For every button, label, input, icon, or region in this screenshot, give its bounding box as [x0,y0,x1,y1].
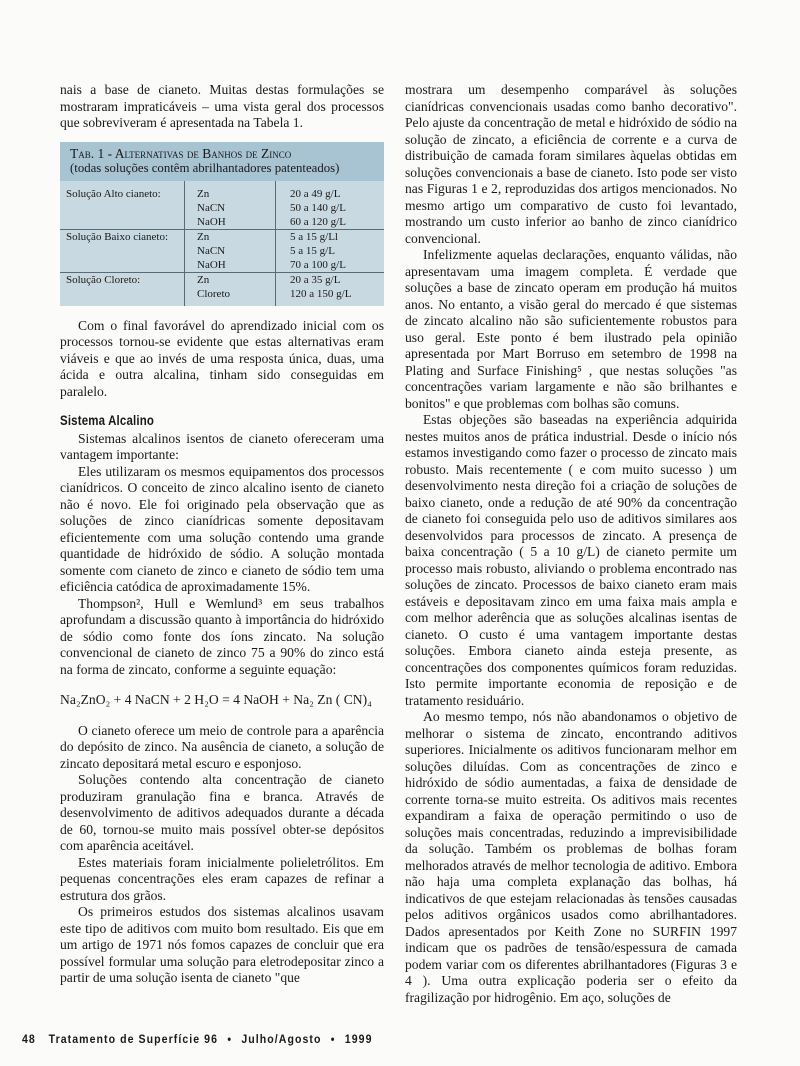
concentration-cell: 5 a 15 g/Ll [276,229,385,244]
concentration-cell: 60 a 120 g/L [290,215,346,228]
right-column [405,82,737,1006]
page-number: 48 [22,1032,36,1046]
component-cell: Zn [185,229,276,244]
concentration-cell: 120 a 150 g/L [290,287,352,300]
table-subtitle: (todas soluções contêm abrilhantadores patenteados) [70,160,340,175]
left-column [60,82,384,987]
table-header [60,142,384,181]
paragraph: Estas objeções são baseadas na experiência adquirida nestes muitos anos de prática industrial. Desde o início nós estamos investigando como fazer o processo de zincato mais robusto. Mais recentemente ( e com muito sucesso ) um desenvolvimento nesta direção foi a criação de soluções de baixo cianeto, onde a redução de até 90% da concentração de cianeto foi conseguida pelo uso de aditivos similares aos desenvolvidos para processos de zincato. A presença de baixa concentração ( 5 a 10 g/L) de cianeto permite um processo mais robusto, aliviando o problema encontrado nas soluções de zincato. Processos de baixo cianeto eram mais estáveis e depositavam zinco em uma faixa mais ampla e com melhor aderência que as soluções alcalinas isentas de cianeto. O custo é uma vantagem importante destas soluções. Embora cianeto ainda esteja presente, as concentrações dos componentes químicos foram reduzidas. Isto permite importante economia de reposição e de tratamento residuário. [405,412,737,708]
paragraph: Infelizmente aquelas declarações, enquanto válidas, não apresentavam uma imagem completa. É verdade que soluções a base de zincato operam em produção há muitos anos. No entanto, a visão geral do mercado é que sistemas de zincato alcalino não são suficientemente robustos para uso geral. Este ponto é bem ilustrado pela opinião apresentada por Mart Borruso em setembro de 1998 na Plating and Surface Finishing⁵ , que nestas soluções "as concentrações variam largamente e não são brilhantes e bonitos" e que problemas com bolhas são comuns. [405,247,737,411]
paragraph: O cianeto oferece um meio de controle para a aparência do depósito de zinco. Na ausência de cianeto, a solução de zincato depositará metal escuro e esponjoso. [60,722,384,771]
concentration-cell: 20 a 49 g/L [290,187,341,200]
solution-cell: Solução Alto cianeto: [60,181,185,201]
solution-cell: Solução Baixo cianeto: [60,229,185,244]
paragraph: Thompson², Hull e Wemlund³ em seus trabalhos aprofundam a discussão quanto à importância do hidróxido de sódio como fonte dos íons zincato. Na solução convencional de cianeto de zinco 75 a 90% do zinco está na forma de zincato, conforme a seguinte equação: [60,595,384,677]
table-row [60,201,384,215]
solution-cell [60,258,185,273]
table-row [60,229,384,244]
paragraph: Eles utilizaram os mesmos equipamentos dos processos cianídricos. O conceito de zinco alcalino isento de cianeto não é novo. Ele foi originado pela observação que as soluções de zinco cianídricas somente depositavam eficientemente com uma solução contendo uma grande quantidade de hidróxido de sódio. A solução montada somente com cianeto de zinco e cianeto de sódio tem uma eficiência catódica de aproximadamente 15%. [60,463,384,594]
table-row [60,287,384,306]
paragraph: Estes materiais foram inicialmente polieletrólitos. Em pequenas concentrações eles eram capazes de refinar a estrutura dos grãos. [60,854,384,903]
table-row [60,181,384,201]
concentration-cell: 5 a 15 g/L [290,244,335,257]
component-cell: NaCN [185,201,276,215]
solution-cell: Solução Cloreto: [60,272,185,287]
paragraph: Com o final favorável do aprendizado inicial com os processos tornou-se evidente que estas alternativas eram viáveis e que ao invés de uma resposta única, duas, uma ácida e outra alcalina, tinham sido conseguidas em paralelo. [60,317,384,399]
paragraph: mostrara um desempenho comparável às soluções cianídricas convencionais usadas como banho decorativo". Pelo ajuste da concentração de metal e hidróxido de sódio na solução de zincato, a eficiência de corrente e a curva de distribuição de camada foram similares àquelas obtidas em soluções convencionais a base de cianeto. Isto pode ser visto nas Figuras 1 e 2, reproduzidas dos artigos mencionados. No mesmo artigo um comparativo de custo foi levantado, mostrando um custo inferior ao banho de zinco cianídrico convencional. [405,82,737,246]
table-row [60,272,384,287]
separator: • [227,1032,233,1046]
section-heading: Sistema Alcalino [60,412,155,428]
component-cell: NaOH [185,215,276,230]
solution-cell [60,244,185,258]
component-cell: NaCN [185,244,276,258]
separator: • [330,1032,336,1046]
page-footer [22,1032,373,1046]
solution-cell [60,201,185,215]
table-title: Tab. 1 - Alternativas de Banhos de Zinco [70,145,292,161]
paragraph: Sistemas alcalinos isentos de cianeto ofereceram uma vantagem importante: [60,430,384,462]
concentration-cell: 20 a 35 g/L [276,272,385,287]
issue-date: Julho/Agosto [241,1032,322,1046]
component-cell: Zn [185,181,276,201]
paragraph: Ao mesmo tempo, nós não abandonamos o objetivo de melhorar o sistema de zincato, encontrando aditivos superiores. Inicialmente os aditivos funcionaram melhor em soluções diluídas. Com as concentrações de zinco e hidróxido de sódio aumentadas, a faixa de densidade de corrente torna-se muito estreita. Os aditivos mais recentes expandiram a faixa de operação permitindo o uso de soluções mais concentradas, reduzindo a imprevisibilidade da solução. Também os problemas de bolhas foram melhorados através de melhor tecnologia de aditivo. Embora não haja uma completa explanação das bolhas, há indicativos de que estejam relacionadas às tensões causadas pelos aditivos orgânicos usados como abrilhantadores. Dados apresentados por Keith Zone no SURFIN 1997 indicam que os padrões de tensão/espessura de camada podem variar com os diferentes abrilhantadores (Figuras 3 e 4 ). Uma outra explicação poderia ser o efeito da fragilização por hidrogênio. Em aço, soluções de [405,709,737,1005]
component-cell: Cloreto [185,287,276,306]
table-row [60,244,384,258]
table-row [60,215,384,230]
paragraph: nais a base de cianeto. Muitas destas formulações se mostraram impraticáveis – uma vista geral dos processos que sobreviveram é apresentada na Tabela 1. [60,82,384,130]
issue-year: 1999 [344,1032,373,1046]
concentration-cell: 70 a 100 g/L [290,258,346,271]
chemical-equation: Na₂ZnO₂ + 4 NaCN + 2 H₂O = 4 NaOH + Na₂ Zn ( CN)₄ [60,692,372,707]
component-cell: Zn [185,272,276,287]
solution-cell [60,287,185,306]
table-row [60,258,384,273]
magazine-title: Tratamento de Superfície 96 [48,1032,219,1046]
component-cell: NaOH [185,258,276,273]
paragraph: Soluções contendo alta concentração de cianeto produziram granulação fina e branca. Através de desenvolvimento de aditivos adequados durante a década de 60, tornou-se muito mais possível obter-se depósitos com aparência aceitável. [60,772,384,853]
concentration-cell: 50 a 140 g/L [290,201,346,214]
paragraph: Os primeiros estudos dos sistemas alcalinos usavam este tipo de aditivos com muito bom resultado. Eis que em um artigo de 1971 nós fomos capazes de concluir que era possível formular uma solução para eletrodepositar zinco a partir de uma solução isenta de cianeto "que [60,904,384,985]
table-zinc-baths [60,142,384,306]
table-body [60,181,384,306]
solution-cell [60,215,185,230]
